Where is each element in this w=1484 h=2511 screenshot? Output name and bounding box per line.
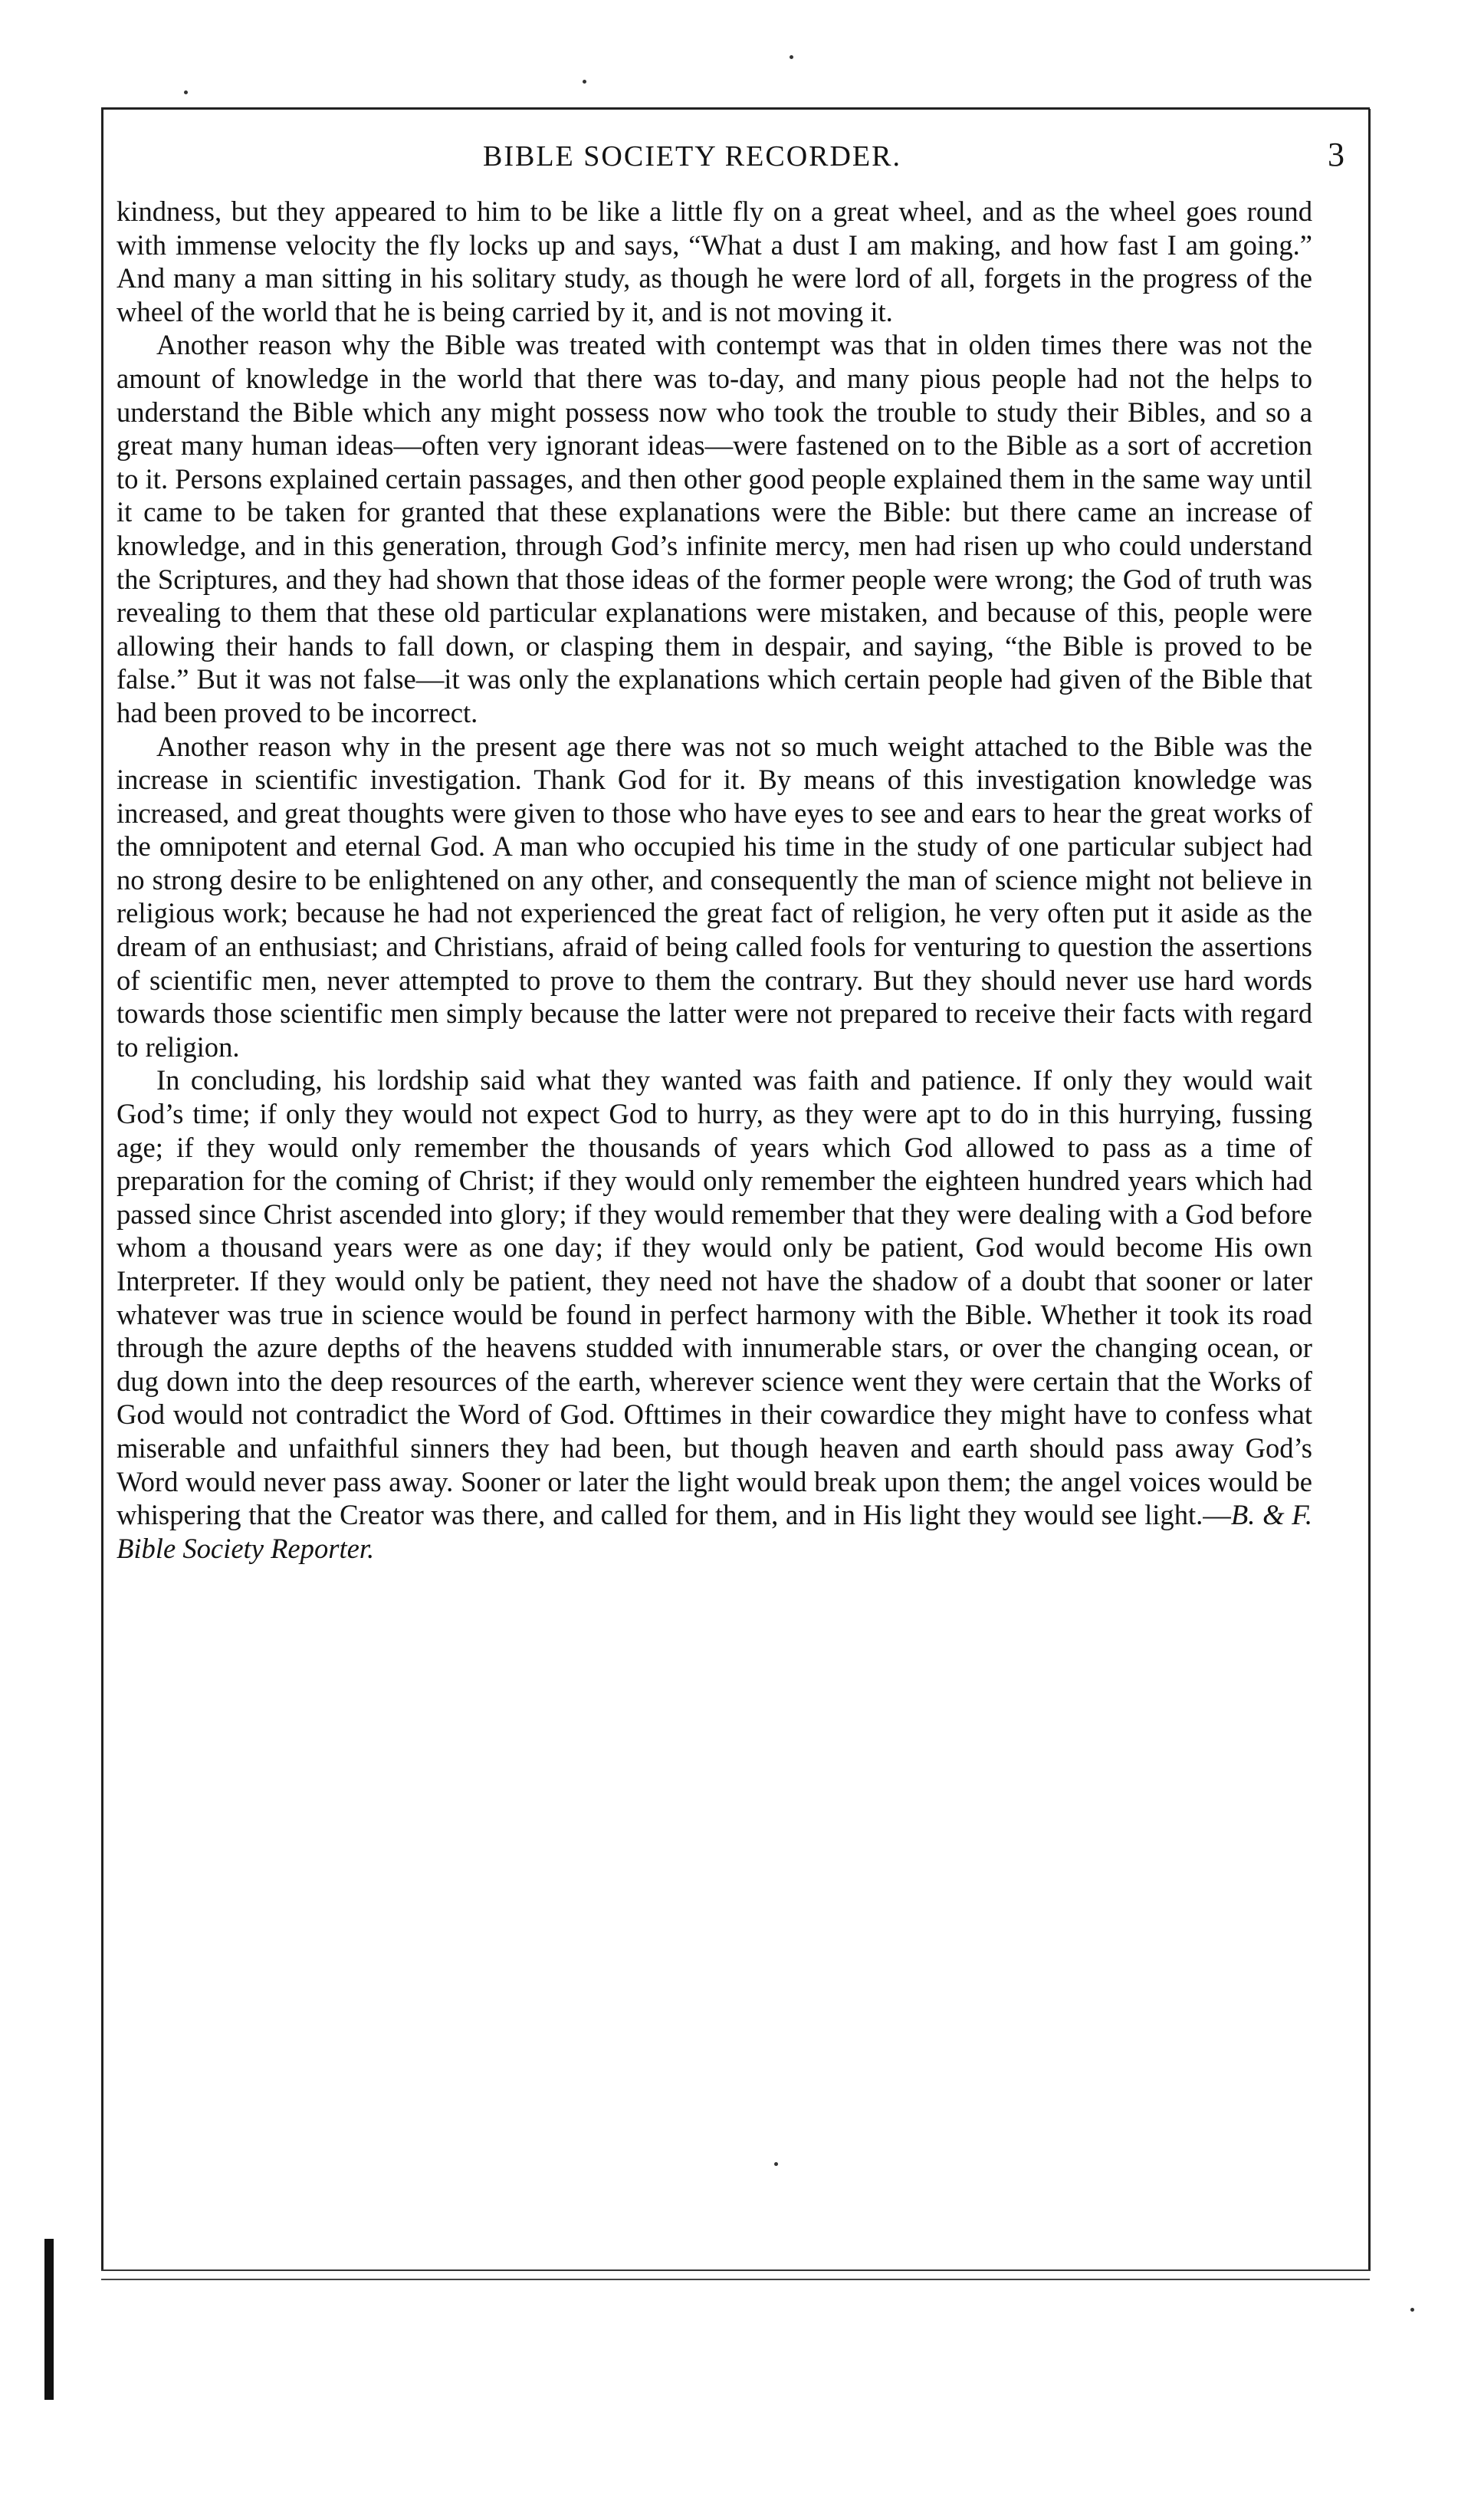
print-speck — [583, 80, 586, 84]
running-title: BIBLE SOCIETY RECORDER. — [483, 140, 901, 173]
print-speck — [790, 55, 793, 59]
bottom-border-rule-secondary — [101, 2279, 1370, 2280]
article-body — [117, 195, 1312, 1565]
page-number: 3 — [1328, 136, 1344, 173]
binding-edge-mark — [44, 2239, 54, 2400]
paragraph — [117, 1063, 1312, 1565]
paragraph-text: In concluding, his lordship said what they wanted was faith and patience. If only they would wait God’s time; if only they would not expect God to hurry, as they were apt to do in this hurrying, fussing age; if they would only remember the thousands of years which God allowed to pass as a time of preparation for the coming of Christ; if they would only remember the eighteen hundred years which had passed since Christ ascended into glory; if they would remember that they were dealing with a God before whom a thousand years were as one day; if they would only be patient, God would become His own Interpreter. If they would only be patient, they need not have the shadow of a doubt that sooner or later whatever was true in science would be found in perfect harmony with the Bible. Whether it took its road through the azure depths of the heavens studded with innumerable stars, or over the changing ocean, or dug down into the deep resources of the earth, wherever science went they were certain that the Works of God would not contradict the Word of God. Ofttimes in their cowardice they might have to confess what miserable and unfaithful sinners they had been, but though heaven and earth should pass away God’s Word would never pass away. Sooner or later the light would break upon them; the angel voices would be whispering that the Creator was there, and called for them, and in His light they would see light.— — [117, 1064, 1312, 1531]
bottom-border-rule — [101, 2269, 1370, 2271]
paragraph: kindness, but they appeared to him to be like a little fly on a great wheel, and as the wheel goes round with immense velocity the fly locks up and says, “What a dust I am making, and how fast I am going.” And many a man sitting in his solitary study, as though he were lord of all, forgets in the progress of the wheel of the world that he is being carried by it, and is not moving it. — [117, 196, 1312, 327]
print-speck — [1410, 2308, 1414, 2312]
source-citation: B. & F. Bible Society Reporter. — [117, 1499, 1312, 1564]
paragraph: Another reason why in the present age there was not so much weight attached to the Bible was the increase in scientific investigation. Thank God for it. By means of this investigation knowledge was increased, and great thoughts were given to those who have eyes to see and ears to hear the great works of the omnipotent and eternal God. A man who occupied his time in the study of one particular subject had no strong desire to be enlightened on any other, and consequently the man of science might not believe in religious work; because he had not experienced the great fact of religion, he very often put it aside as the dream of an enthusiast; and Christians, afraid of being called fools for venturing to question the assertions of scientific men, never attempted to prove to them the contrary. But they should never use hard words towards those scientific men simply because the latter were not prepared to receive their facts with regard to religion. — [117, 730, 1312, 1063]
print-speck — [774, 2162, 778, 2166]
page-header — [123, 136, 1349, 186]
paragraph: Another reason why the Bible was treated with contempt was that in olden times there was not the amount of knowledge in the world that there was to-day, and many pious people had not the helps to understand the Bible which any might possess now who took the trouble to study their Bibles, and so a great many human ideas—often very ignorant ideas—were fastened on to the Bible as a sort of accretion to it. Persons explained certain passages, and then other good people explained them in the same way until it came to be taken for granted that these explanations were the Bible: but there came an increase of knowledge, and in this generation, through God’s infinite mercy, men had risen up who could understand the Scriptures, and they had shown that those ideas of the former people were wrong; the God of truth was revealing to them that these old particular explanations were mistaken, and because of this, people were allowing their hands to fall down, or clasping them in despair, and saying, “the Bible is proved to be false.” But it was not false—it was only the explanations which certain people had given of the Bible that had been proved to be incorrect. — [117, 329, 1312, 728]
print-speck — [184, 90, 188, 94]
